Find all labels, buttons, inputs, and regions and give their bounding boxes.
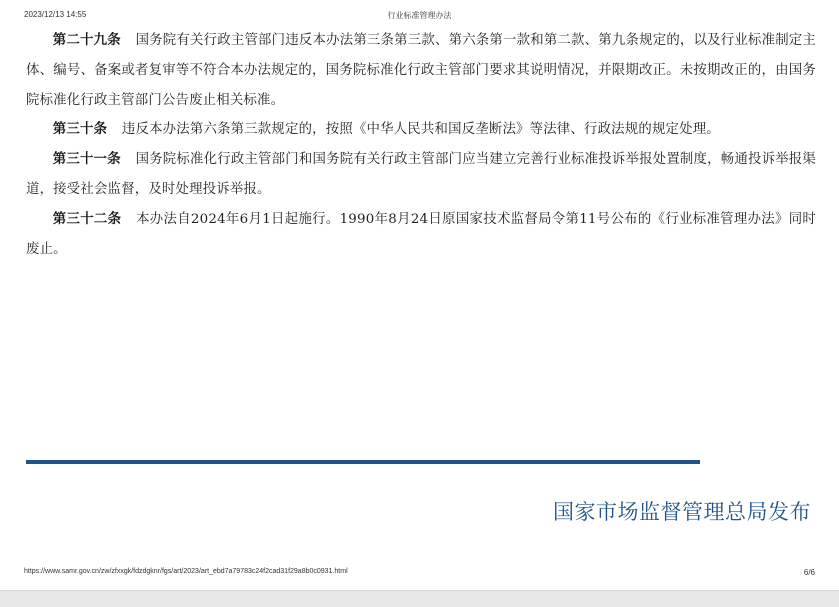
article-number: 第二十九条 bbox=[52, 33, 121, 48]
print-footer-url[interactable]: https://www.samr.gov.cn/zw/zfxxgk/fdzdgknr/fgs/art/2023/art_ebd7a79783c24f2cad31f29a8b0c0931.html bbox=[24, 568, 348, 575]
print-datetime: 2023/12/13 14:55 bbox=[24, 10, 87, 19]
page-number: 6/6 bbox=[803, 568, 815, 577]
article-29 bbox=[26, 26, 816, 115]
viewer-bottom-bar bbox=[0, 590, 839, 607]
article-text: 违反本办法第六条第三款规定的，按照《中华人民共和国反垄断法》等法律、行政法规的规定处理。 bbox=[121, 122, 720, 138]
regulation-body bbox=[26, 26, 816, 264]
article-number: 第三十二条 bbox=[52, 211, 122, 227]
article-text: 国务院标准化行政主管部门和国务院有关行政主管部门应当建立完善行业标准投诉举报处置制度，畅通投诉举报渠道，接受社会监督，及时处理投诉举报。 bbox=[26, 152, 816, 197]
article-32 bbox=[26, 205, 816, 265]
article-number: 第三十条 bbox=[52, 122, 108, 138]
article-31 bbox=[26, 145, 816, 205]
article-30 bbox=[26, 115, 816, 145]
publisher-signature: 国家市场监督管理总局发布 bbox=[553, 500, 811, 524]
article-text: 国务院有关行政主管部门违反本办法第三条第三款、第六条第一款和第二款、第九条规定的，以及行业标准制定主体、编号、备案或者复审等不符合本办法规定的，国务院标准化行政主管部门要求其说明情况，并限期改正。未按期改正的，由国务院标准化行政主管部门公告废止相关标准。 bbox=[26, 33, 816, 108]
section-divider bbox=[26, 460, 700, 464]
print-header-title: 行业标准管理办法 bbox=[387, 11, 452, 20]
article-number: 第三十一条 bbox=[52, 152, 121, 168]
article-text: 本办法自2024年6月1日起施行。1990年8月24日原国家技术监督局令第11号公布的《行业标准管理办法》同时废止。 bbox=[26, 211, 817, 257]
